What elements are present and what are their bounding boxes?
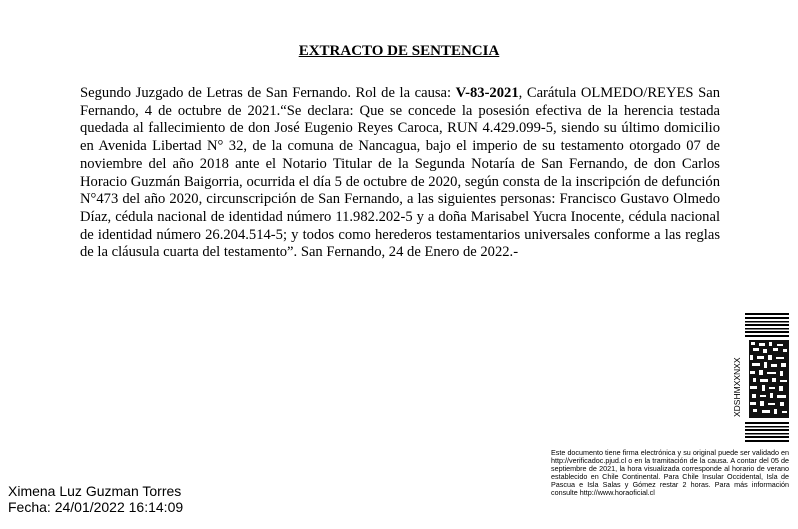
sentence-body: [80, 85, 720, 262]
body-rest: , Carátula OLMEDO/REYES San Fernando, 4 de octubre de 2021.“Se declara: Que se concede la posesión efectiva de la herencia testada quedada al fallecimiento de don José Eugenio Reyes Caroca, RUN 4.429.099-5, siendo su último domicilio en Avenida Libertad N° 32, de la comuna de Nancagua, bajo el imperio de su testamento otorgado 07 de noviembre del año 2018 ante el Notario Titular de la Segunda Notaría de San Fernando, de don Carlos Horacio Guzmán Baigorria, ocurrida el día 5 de octubre de 2020, según consta de la inscripción de defunción N°473 del año 2020, circunscripción de San Fernando, a las siguientes personas: Francisco Gustavo Olmedo Díaz, cédula nacional de identidad número 11.982.202-5 y a doña Marisabel Yucra Inocente, cédula nacional de identidad número 26.204.514-5; y todos como herederos testamentarios universales conforme a las reglas de la cláusula cuarta del testamento”. San Fernando, 24 de Enero de 2022.-: [80, 85, 720, 261]
barcode-bottom-bars: [745, 422, 789, 442]
signature-block: [8, 483, 183, 515]
body-intro: Segundo Juzgado de Letras de San Fernando. Rol de la causa:: [80, 85, 456, 101]
verification-code: XDSHMXXNXX: [732, 357, 742, 417]
signature-date: Fecha: 24/01/2022 16:14:09: [8, 499, 184, 515]
barcode-top-bars: [745, 313, 789, 337]
e-signature-disclaimer: Este documento tiene firma electrónica y su original puede ser validado en http://verificadoc.pjud.cl o en la tramitación de la causa. A contar del 05 de septiembre de 2021, la hora visualizada corresponde al horario de verano establecido en Chile Continental. Para Chile Insular Occidental, Isla de Pascua e Isla Salas y Gómez restar 2 horas. Para más información consulte http://www.horaoficial.cl: [551, 448, 789, 498]
document-title: EXTRACTO DE SENTENCIA: [298, 43, 500, 59]
signer-name: Ximena Luz Guzman Torres: [8, 483, 182, 499]
qr-matrix: [749, 340, 789, 418]
case-rol: V-83-2021: [455, 85, 519, 101]
